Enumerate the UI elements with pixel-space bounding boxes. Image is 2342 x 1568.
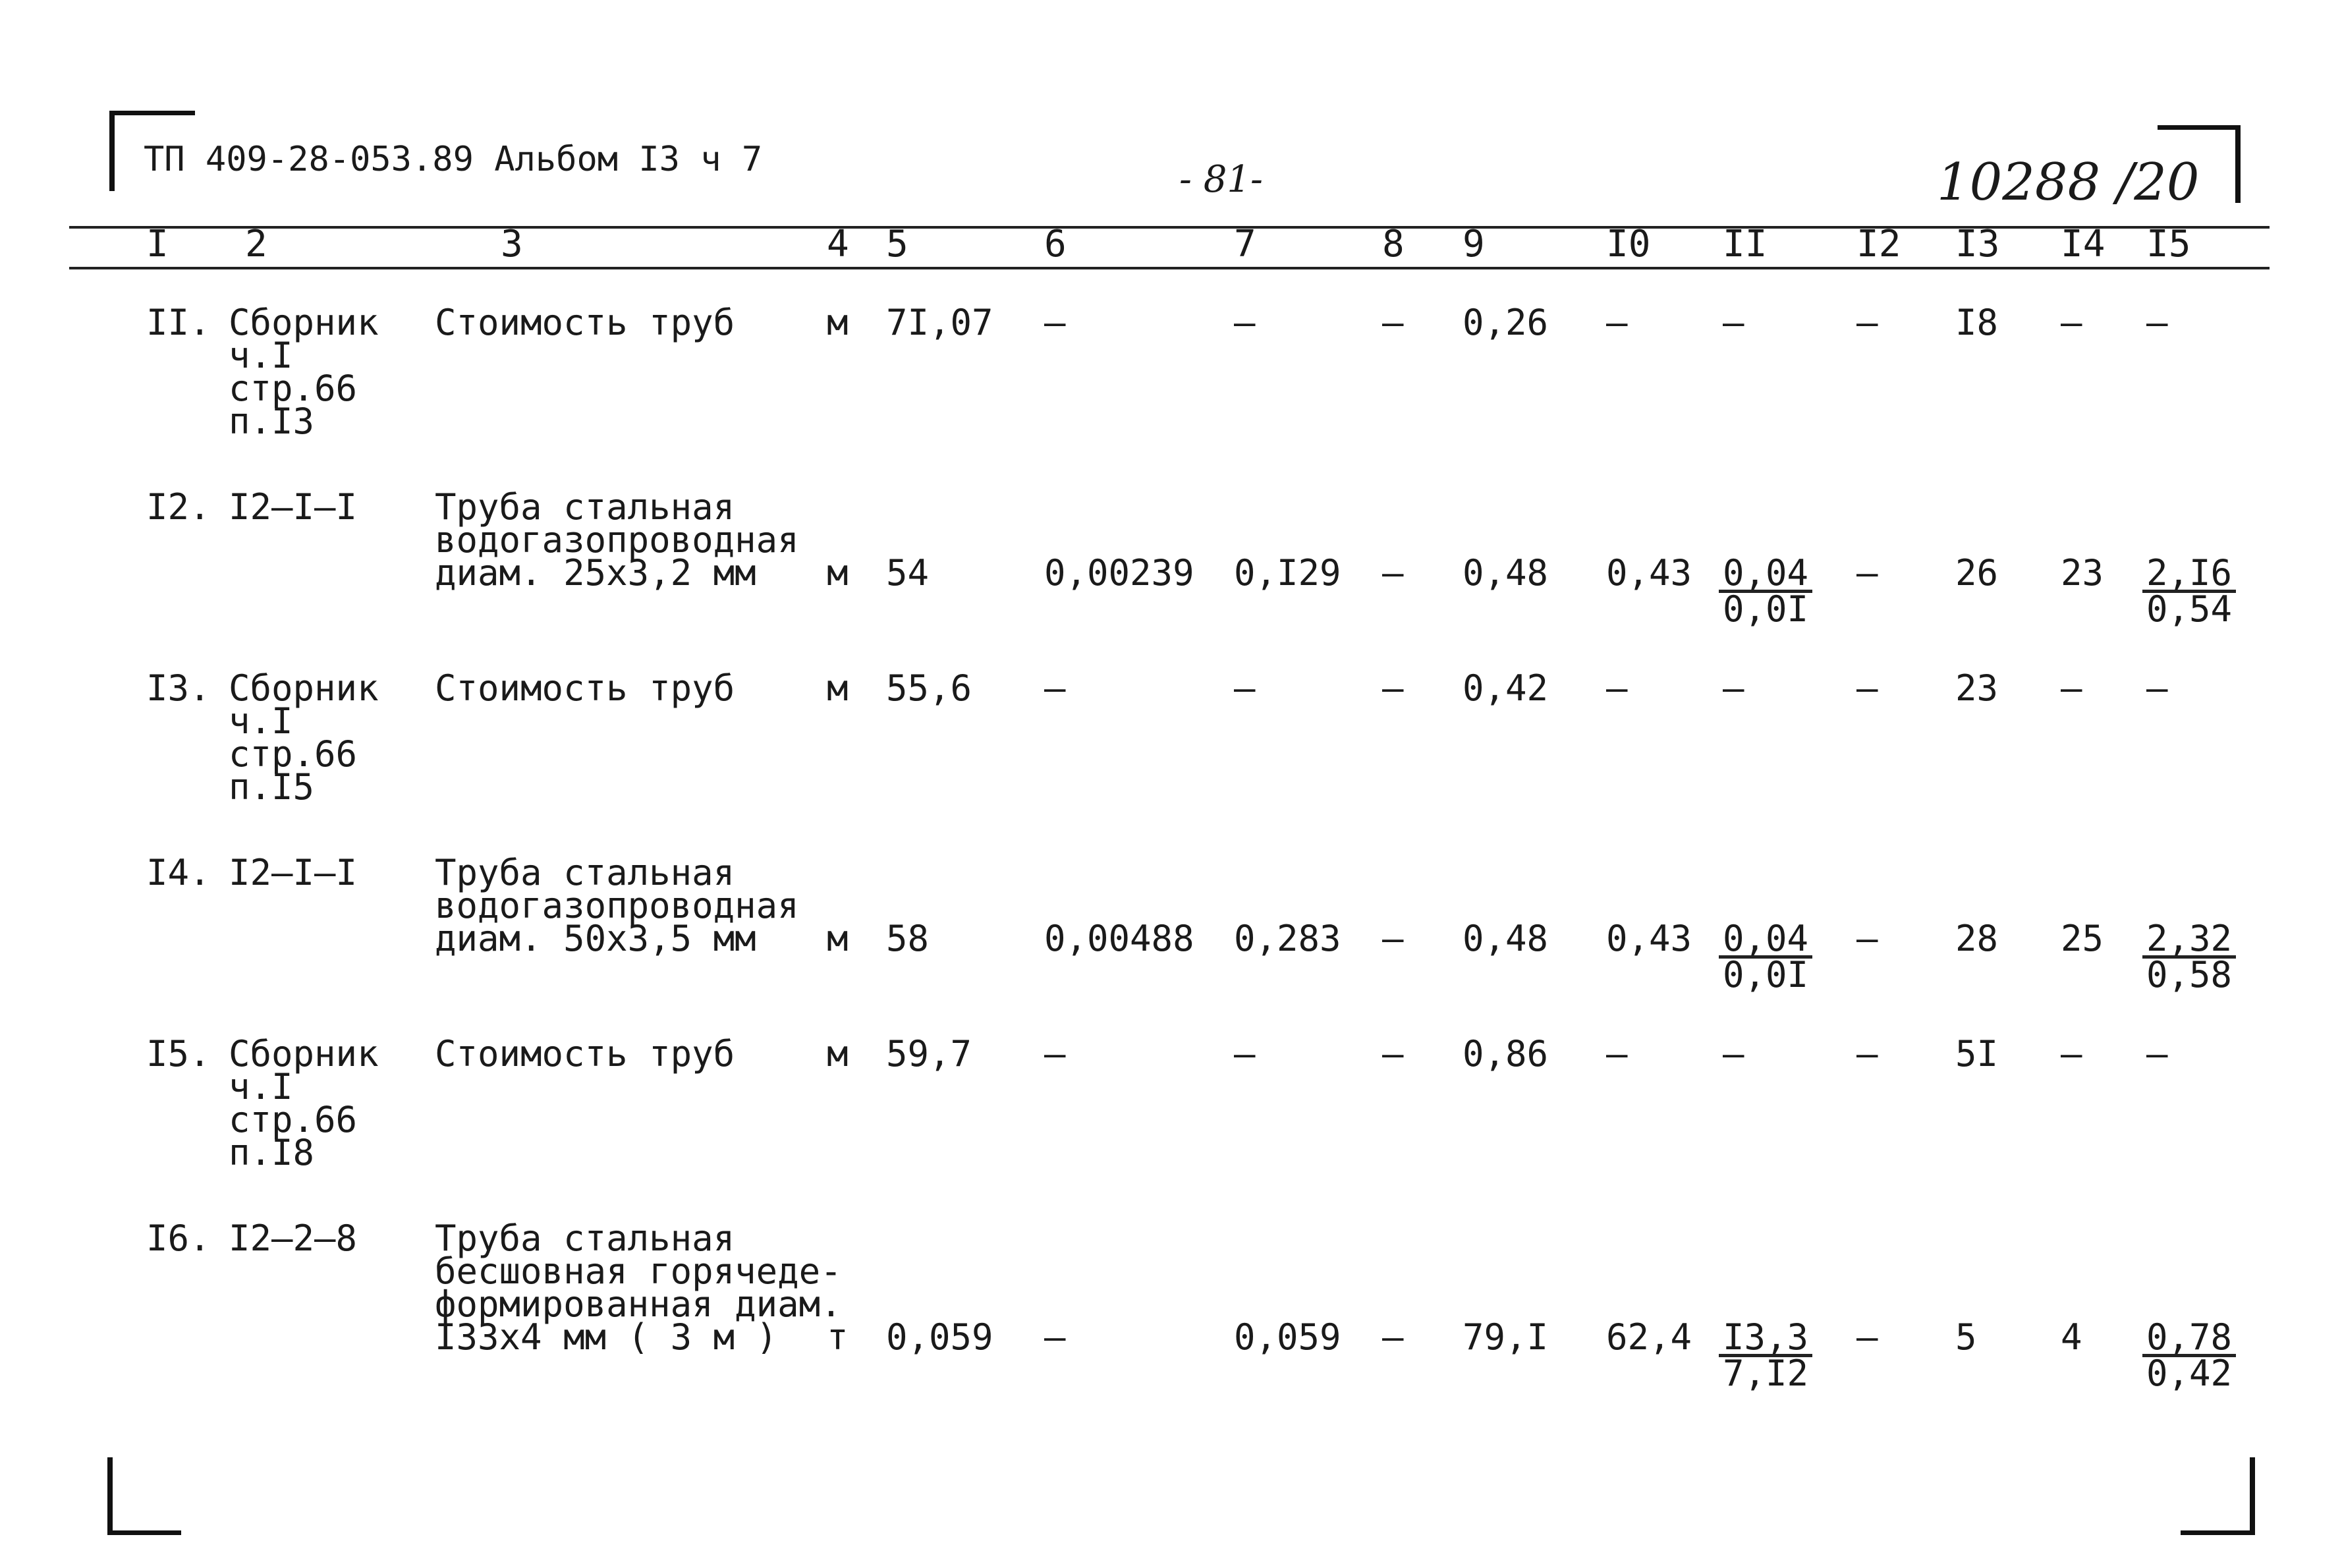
unit-cell: м	[827, 552, 849, 594]
column-number: I0	[1606, 223, 1651, 266]
col11-cell: –	[1723, 302, 1744, 343]
col12-cell: –	[1856, 302, 1878, 343]
col13-cell: 28	[1955, 918, 1999, 959]
col14-cell: 4	[2061, 1316, 2082, 1358]
row-number: I3.	[146, 667, 211, 709]
col11-fraction	[1719, 918, 1812, 995]
row-code: п.I3	[229, 401, 315, 442]
col5-cell: 7I,07	[886, 302, 993, 343]
column-number: 4	[827, 223, 849, 266]
row-name: формированная диам.	[435, 1283, 842, 1325]
col8-cell: –	[1382, 1033, 1404, 1075]
col15-fraction-denominator: 0,42	[2146, 1353, 2233, 1394]
col8-cell: –	[1382, 918, 1404, 959]
col10-cell: 0,43	[1606, 918, 1692, 959]
col10-cell: 62,4	[1606, 1316, 1692, 1358]
row-code: Сборник	[229, 302, 379, 343]
col7-cell: –	[1234, 302, 1256, 343]
row-code: ч.I	[229, 1066, 293, 1107]
corner-mark-bottom-right-h	[2181, 1530, 2255, 1535]
col8-cell: –	[1382, 1316, 1404, 1358]
col8-cell: –	[1382, 302, 1404, 343]
row-name: I33х4 мм ( 3 м )	[435, 1316, 778, 1358]
row-name: Стоимость труб	[435, 1033, 735, 1075]
row-name: водогазопроводная	[435, 519, 799, 561]
col9-cell: 0,26	[1463, 302, 1549, 343]
col13-cell: I8	[1955, 302, 1999, 343]
row-name: Стоимость труб	[435, 667, 735, 709]
corner-mark-top-left	[109, 111, 115, 191]
col11-fraction	[1719, 552, 1812, 630]
column-number: 2	[245, 223, 267, 266]
col15-fraction	[2142, 1316, 2236, 1394]
row-code: п.I5	[229, 766, 315, 808]
col15-cell: –	[2146, 667, 2168, 709]
col6-cell: 0,00488	[1044, 918, 1194, 959]
col6-cell: –	[1044, 302, 1066, 343]
row-name: бесшовная горячеде-	[435, 1250, 842, 1292]
col15-fraction-numerator: 2,32	[2142, 922, 2236, 959]
document-code: ТП 409-28-053.89 Альбом I3 ч 7	[144, 140, 763, 179]
row-code: Сборник	[229, 667, 379, 709]
col14-cell: –	[2061, 1033, 2082, 1075]
column-number: 6	[1044, 223, 1067, 266]
unit-cell: м	[827, 667, 849, 709]
col14-cell: 23	[2061, 552, 2104, 594]
col14-cell: 25	[2061, 918, 2104, 959]
col5-cell: 54	[886, 552, 930, 594]
col7-cell: 0,283	[1234, 918, 1341, 959]
row-code: стр.66	[229, 1099, 358, 1140]
col8-cell: –	[1382, 552, 1404, 594]
row-name: Труба стальная	[435, 852, 735, 893]
corner-mark-top-right-h	[2158, 125, 2241, 130]
column-number: II	[1723, 223, 1768, 266]
col6-cell: –	[1044, 1033, 1066, 1075]
col11-fraction	[1719, 1316, 1812, 1394]
col9-cell: 0,48	[1463, 552, 1549, 594]
col5-cell: 59,7	[886, 1033, 972, 1075]
col6-cell: 0,00239	[1044, 552, 1194, 594]
col7-cell: 0,I29	[1234, 552, 1341, 594]
col10-cell: –	[1606, 1033, 1628, 1075]
col7-cell: –	[1234, 667, 1256, 709]
col13-cell: 23	[1955, 667, 1999, 709]
col7-cell: –	[1234, 1033, 1256, 1075]
col11-fraction-denominator: 0,0I	[1723, 588, 1809, 630]
col11-fraction-denominator: 0,0I	[1723, 954, 1809, 995]
col12-cell: –	[1856, 918, 1878, 959]
col13-cell: 5	[1955, 1316, 1977, 1358]
column-number: 7	[1234, 223, 1256, 266]
column-number: I	[146, 223, 169, 266]
col5-cell: 58	[886, 918, 930, 959]
row-name: Труба стальная	[435, 486, 735, 528]
corner-mark-bottom-left	[107, 1457, 113, 1535]
col15-fraction	[2142, 552, 2236, 630]
col15-fraction-denominator: 0,58	[2146, 954, 2233, 995]
corner-mark-top-left-h	[109, 111, 195, 115]
col7-cell: 0,059	[1234, 1316, 1341, 1358]
col11-fraction-numerator: 0,04	[1719, 557, 1812, 593]
corner-mark-bottom-left-h	[107, 1530, 181, 1535]
col6-cell: –	[1044, 667, 1066, 709]
row-number: I5.	[146, 1033, 211, 1075]
col12-cell: –	[1856, 667, 1878, 709]
row-code: I2–I–I	[229, 852, 358, 893]
col15-cell: –	[2146, 302, 2168, 343]
row-name: водогазопроводная	[435, 885, 799, 926]
row-name: Труба стальная	[435, 1218, 735, 1259]
unit-cell: т	[827, 1316, 849, 1358]
col5-cell: 55,6	[886, 667, 972, 709]
row-number: II.	[146, 302, 211, 343]
page-number: - 81-	[1179, 158, 1263, 201]
col11-fraction-denominator: 7,I2	[1723, 1353, 1809, 1394]
unit-cell: м	[827, 302, 849, 343]
unit-cell: м	[827, 918, 849, 959]
column-number: I4	[2061, 223, 2105, 266]
col9-cell: 0,48	[1463, 918, 1549, 959]
col15-fraction-numerator: 0,78	[2142, 1321, 2236, 1357]
unit-cell: м	[827, 1033, 849, 1075]
column-number: 8	[1382, 223, 1405, 266]
col15-fraction-numerator: 2,I6	[2142, 557, 2236, 593]
row-name: Стоимость труб	[435, 302, 735, 343]
row-number: I6.	[146, 1218, 211, 1259]
row-code: ч.I	[229, 700, 293, 742]
col11-fraction-numerator: I3,3	[1719, 1321, 1812, 1357]
column-number: I3	[1955, 223, 2000, 266]
col14-cell: –	[2061, 667, 2082, 709]
col12-cell: –	[1856, 1316, 1878, 1358]
col9-cell: 0,42	[1463, 667, 1549, 709]
col10-cell: 0,43	[1606, 552, 1692, 594]
header-bottom-rule	[69, 267, 2270, 269]
col13-cell: 5I	[1955, 1033, 1999, 1075]
col8-cell: –	[1382, 667, 1404, 709]
album-number: 10288 /20	[1937, 153, 2200, 212]
col13-cell: 26	[1955, 552, 1999, 594]
row-name: диам. 25х3,2 мм	[435, 552, 756, 594]
col10-cell: –	[1606, 302, 1628, 343]
row-number: I4.	[146, 852, 211, 893]
row-code: I2–2–8	[229, 1218, 358, 1259]
row-code: ч.I	[229, 335, 293, 376]
column-number: I5	[2146, 223, 2191, 266]
col11-fraction-numerator: 0,04	[1719, 922, 1812, 959]
col5-cell: 0,059	[886, 1316, 993, 1358]
row-code: стр.66	[229, 368, 358, 409]
col12-cell: –	[1856, 552, 1878, 594]
corner-mark-top-right	[2235, 125, 2241, 203]
col11-cell: –	[1723, 667, 1744, 709]
col11-cell: –	[1723, 1033, 1744, 1075]
col14-cell: –	[2061, 302, 2082, 343]
row-code: стр.66	[229, 733, 358, 775]
row-code: п.I8	[229, 1132, 315, 1173]
col6-cell: –	[1044, 1316, 1066, 1358]
column-number: I2	[1856, 223, 1901, 266]
corner-mark-bottom-right	[2250, 1457, 2255, 1535]
column-number: 5	[886, 223, 908, 266]
row-code: I2–I–I	[229, 486, 358, 528]
row-code: Сборник	[229, 1033, 379, 1075]
row-name: диам. 50х3,5 мм	[435, 918, 756, 959]
row-number: I2.	[146, 486, 211, 528]
header-top-rule	[69, 226, 2270, 229]
col9-cell: 0,86	[1463, 1033, 1549, 1075]
col15-cell: –	[2146, 1033, 2168, 1075]
column-number: 3	[501, 223, 523, 266]
column-number: 9	[1463, 223, 1485, 266]
col9-cell: 79,I	[1463, 1316, 1549, 1358]
col15-fraction-denominator: 0,54	[2146, 588, 2233, 630]
col12-cell: –	[1856, 1033, 1878, 1075]
col15-fraction	[2142, 918, 2236, 995]
col10-cell: –	[1606, 667, 1628, 709]
